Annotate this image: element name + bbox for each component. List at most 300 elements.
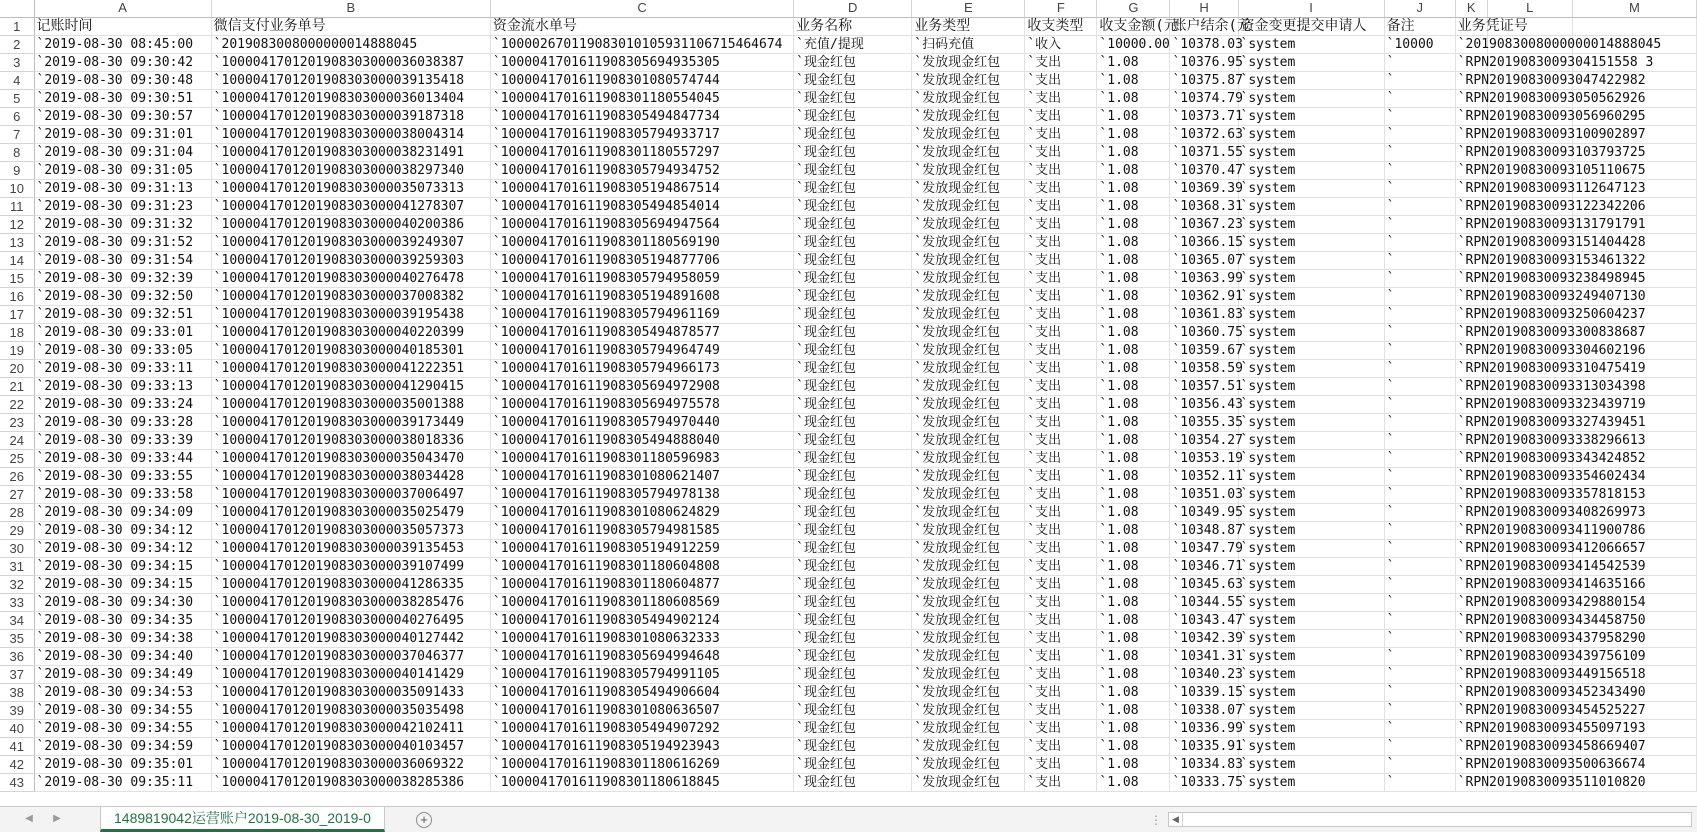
column-header-e[interactable]: E: [912, 0, 1025, 17]
cell[interactable]: `10367.23: [1170, 215, 1238, 233]
cell[interactable]: `system: [1238, 179, 1384, 197]
cell[interactable]: `system: [1238, 71, 1384, 89]
cell[interactable]: `现金红包: [794, 233, 912, 251]
cell[interactable]: `10372.63: [1170, 125, 1238, 143]
cell[interactable]: `现金红包: [794, 89, 912, 107]
cell[interactable]: `1000041701611908301080624829: [490, 503, 793, 521]
row-number[interactable]: 11: [0, 197, 34, 215]
cell[interactable]: `支出: [1025, 503, 1097, 521]
cell[interactable]: `现金红包: [794, 503, 912, 521]
row-number[interactable]: 21: [0, 377, 34, 395]
cell[interactable]: `1000041701611908301180569190: [490, 233, 793, 251]
row-number[interactable]: 24: [0, 431, 34, 449]
cell[interactable]: `: [1384, 539, 1455, 557]
cell[interactable]: `RPN20190830093452343490: [1455, 683, 1487, 701]
cell[interactable]: `10363.99: [1170, 269, 1238, 287]
cell[interactable]: `1000041701611908305794970440: [490, 413, 793, 431]
cell[interactable]: `1000041701201908303000038285386: [211, 773, 490, 791]
row-number[interactable]: 20: [0, 359, 34, 377]
cell[interactable]: `支出: [1025, 89, 1097, 107]
cell[interactable]: `10357.51: [1170, 377, 1238, 395]
row-number[interactable]: 41: [0, 737, 34, 755]
cell[interactable]: `1000041701611908305794933717: [490, 125, 793, 143]
cell[interactable]: `2019-08-30 09:34:55: [34, 701, 211, 719]
cell[interactable]: `现金红包: [794, 287, 912, 305]
row-number[interactable]: 19: [0, 341, 34, 359]
cell[interactable]: `发放现金红包: [912, 503, 1025, 521]
cell[interactable]: `1000041701201908303000040103457: [211, 737, 490, 755]
cell[interactable]: `1.08: [1097, 701, 1170, 719]
cell[interactable]: `RPN20190830093414542539: [1455, 557, 1487, 575]
cell[interactable]: `1000041701611908305794934752: [490, 161, 793, 179]
cell[interactable]: `1000041701201908303000037046377: [211, 647, 490, 665]
cell[interactable]: `2019-08-30 09:34:53: [34, 683, 211, 701]
cell[interactable]: `: [1384, 215, 1455, 233]
cell[interactable]: `发放现金红包: [912, 683, 1025, 701]
cell[interactable]: `1000041701611908301080621407: [490, 467, 793, 485]
cell[interactable]: `system: [1238, 521, 1384, 539]
cell[interactable]: `现金红包: [794, 521, 912, 539]
cell[interactable]: `: [1384, 161, 1455, 179]
cell[interactable]: `system: [1238, 269, 1384, 287]
cell[interactable]: `支出: [1025, 323, 1097, 341]
cell[interactable]: `1000041701611908305694994648: [490, 647, 793, 665]
cell[interactable]: `支出: [1025, 71, 1097, 89]
cell[interactable]: `发放现金红包: [912, 431, 1025, 449]
cell[interactable]: `: [1384, 773, 1455, 791]
cell[interactable]: `1000041701201908303000040141429: [211, 665, 490, 683]
cell[interactable]: `10338.07: [1170, 701, 1238, 719]
cell[interactable]: `1000041701201908303000038034428: [211, 467, 490, 485]
row-number[interactable]: 42: [0, 755, 34, 773]
cell[interactable]: [1572, 17, 1696, 35]
cell[interactable]: `支出: [1025, 143, 1097, 161]
cell[interactable]: `发放现金红包: [912, 593, 1025, 611]
cell[interactable]: `1000041701201908303000038297340: [211, 161, 490, 179]
cell[interactable]: `支出: [1025, 179, 1097, 197]
cell[interactable]: `RPN20190830093449156518: [1455, 665, 1487, 683]
row-number[interactable]: 30: [0, 539, 34, 557]
cell[interactable]: `1.08: [1097, 773, 1170, 791]
cell[interactable]: `system: [1238, 611, 1384, 629]
cell[interactable]: `2019-08-30 09:33:13: [34, 377, 211, 395]
cell[interactable]: `1000041701611908305694947564: [490, 215, 793, 233]
cell[interactable]: `现金红包: [794, 647, 912, 665]
cell[interactable]: `发放现金红包: [912, 89, 1025, 107]
cell[interactable]: `现金红包: [794, 629, 912, 647]
cell[interactable]: `1000041701611908301080636507: [490, 701, 793, 719]
cell[interactable]: `发放现金红包: [912, 143, 1025, 161]
cell[interactable]: `RPN20190830093300838687: [1455, 323, 1487, 341]
cell[interactable]: `1.08: [1097, 503, 1170, 521]
cell[interactable]: `1000041701611908305694972908: [490, 377, 793, 395]
cell[interactable]: `支出: [1025, 449, 1097, 467]
cell[interactable]: `1000041701201908303000039195438: [211, 305, 490, 323]
cell[interactable]: `现金红包: [794, 377, 912, 395]
cell[interactable]: `1000041701201908303000040127442: [211, 629, 490, 647]
cell[interactable]: `system: [1238, 161, 1384, 179]
cell[interactable]: `RPN20190830093238498945: [1455, 269, 1487, 287]
cell[interactable]: 备注: [1384, 17, 1455, 35]
cell[interactable]: `RPN20190830093103793725: [1455, 143, 1487, 161]
cell[interactable]: `RPN20190830093249407130: [1455, 287, 1487, 305]
column-header-h[interactable]: H: [1170, 0, 1238, 17]
cell[interactable]: `10371.55: [1170, 143, 1238, 161]
cell[interactable]: `2019-08-30 09:33:28: [34, 413, 211, 431]
cell[interactable]: `1000041701611908301180618845: [490, 773, 793, 791]
row-number[interactable]: 40: [0, 719, 34, 737]
cell[interactable]: `1.08: [1097, 683, 1170, 701]
cell[interactable]: `1000041701611908301180604877: [490, 575, 793, 593]
cell[interactable]: `1000041701201908303000040276495: [211, 611, 490, 629]
cell[interactable]: `RPN20190830093511010820: [1455, 773, 1487, 791]
cell[interactable]: 业务类型: [912, 17, 1025, 35]
cell[interactable]: `RPN20190830093354602434: [1455, 467, 1487, 485]
cell[interactable]: 业务名称: [794, 17, 912, 35]
cell[interactable]: `2019-08-30 09:31:01: [34, 125, 211, 143]
cell[interactable]: `2019-08-30 08:45:00: [34, 35, 211, 53]
cell[interactable]: `1.08: [1097, 629, 1170, 647]
prev-sheet-icon[interactable]: ◀: [25, 813, 33, 824]
cell[interactable]: `2019-08-30 09:31:04: [34, 143, 211, 161]
cell[interactable]: `现金红包: [794, 251, 912, 269]
cell[interactable]: `system: [1238, 143, 1384, 161]
cell[interactable]: `现金红包: [794, 431, 912, 449]
cell[interactable]: `1000041701201908303000036013404: [211, 89, 490, 107]
row-number[interactable]: 16: [0, 287, 34, 305]
cell[interactable]: `: [1384, 611, 1455, 629]
cell[interactable]: `发放现金红包: [912, 755, 1025, 773]
cell[interactable]: `1000041701611908305794961169: [490, 305, 793, 323]
cell[interactable]: `发放现金红包: [912, 197, 1025, 215]
cell[interactable]: `RPN20190830093151404428: [1455, 233, 1487, 251]
cell[interactable]: 账户结余(元: [1170, 17, 1238, 35]
cell[interactable]: `1000041701201908303000037008382: [211, 287, 490, 305]
cell[interactable]: `system: [1238, 215, 1384, 233]
cell[interactable]: `支出: [1025, 629, 1097, 647]
cell[interactable]: `1.08: [1097, 107, 1170, 125]
cell[interactable]: `发放现金红包: [912, 665, 1025, 683]
row-number[interactable]: 26: [0, 467, 34, 485]
cell[interactable]: `RPN20190830093122342206: [1455, 197, 1487, 215]
cell[interactable]: `支出: [1025, 107, 1097, 125]
cell[interactable]: `1000041701201908303000039249307: [211, 233, 490, 251]
cell[interactable]: `1.08: [1097, 269, 1170, 287]
row-number[interactable]: 28: [0, 503, 34, 521]
cell[interactable]: `system: [1238, 719, 1384, 737]
row-number[interactable]: 32: [0, 575, 34, 593]
cell[interactable]: `发放现金红包: [912, 449, 1025, 467]
cell[interactable]: `: [1384, 251, 1455, 269]
cell[interactable]: `1000041701201908303000039187318: [211, 107, 490, 125]
cell[interactable]: `2019-08-30 09:34:49: [34, 665, 211, 683]
cell[interactable]: `10353.19: [1170, 449, 1238, 467]
cell[interactable]: `: [1384, 737, 1455, 755]
cell[interactable]: `system: [1238, 503, 1384, 521]
cell[interactable]: `: [1384, 107, 1455, 125]
row-number[interactable]: 3: [0, 53, 34, 71]
cell[interactable]: `10336.99: [1170, 719, 1238, 737]
column-header-g[interactable]: G: [1097, 0, 1170, 17]
cell[interactable]: `2019-08-30 09:33:58: [34, 485, 211, 503]
cell[interactable]: `2019083008000000014888045: [1455, 35, 1487, 53]
cell[interactable]: 业务凭证号: [1455, 17, 1487, 35]
cell[interactable]: `RPN20190830093100902897: [1455, 125, 1487, 143]
cell[interactable]: `发放现金红包: [912, 647, 1025, 665]
column-header-j[interactable]: J: [1384, 0, 1455, 17]
cell[interactable]: `现金红包: [794, 593, 912, 611]
cell[interactable]: `发放现金红包: [912, 53, 1025, 71]
cell[interactable]: `发放现金红包: [912, 179, 1025, 197]
cell[interactable]: `2019-08-30 09:34:40: [34, 647, 211, 665]
cell[interactable]: `1000041701611908305694975578: [490, 395, 793, 413]
cell[interactable]: `2019-08-30 09:31:13: [34, 179, 211, 197]
cell[interactable]: `system: [1238, 755, 1384, 773]
cell[interactable]: `1000041701201908303000041278307: [211, 197, 490, 215]
cell[interactable]: `: [1384, 89, 1455, 107]
cell[interactable]: `2019-08-30 09:35:11: [34, 773, 211, 791]
cell[interactable]: `1.08: [1097, 305, 1170, 323]
cell[interactable]: `10359.67: [1170, 341, 1238, 359]
cell[interactable]: `充值/提现: [794, 35, 912, 53]
cell[interactable]: `: [1384, 359, 1455, 377]
cell[interactable]: `: [1384, 683, 1455, 701]
scrollbar-thumb[interactable]: [1185, 815, 1685, 824]
cell[interactable]: `现金红包: [794, 71, 912, 89]
cell[interactable]: `2019-08-30 09:31:54: [34, 251, 211, 269]
cell[interactable]: `支出: [1025, 269, 1097, 287]
select-all-corner[interactable]: [0, 0, 34, 17]
cell[interactable]: `100002670119083010105931106715464674: [490, 35, 793, 53]
cell[interactable]: `支出: [1025, 647, 1097, 665]
cell[interactable]: `10335.91: [1170, 737, 1238, 755]
cell[interactable]: `system: [1238, 53, 1384, 71]
cell[interactable]: `收入: [1025, 35, 1097, 53]
cell[interactable]: `2019-08-30 09:31:52: [34, 233, 211, 251]
row-number[interactable]: 18: [0, 323, 34, 341]
cell[interactable]: `发放现金红包: [912, 269, 1025, 287]
cell[interactable]: `system: [1238, 557, 1384, 575]
cell[interactable]: `10370.47: [1170, 161, 1238, 179]
cell[interactable]: `10354.27: [1170, 431, 1238, 449]
cell[interactable]: `1000041701611908305494878577: [490, 323, 793, 341]
cell[interactable]: `system: [1238, 629, 1384, 647]
row-number[interactable]: 8: [0, 143, 34, 161]
cell[interactable]: `system: [1238, 647, 1384, 665]
cell[interactable]: `2019-08-30 09:34:30: [34, 593, 211, 611]
cell[interactable]: `1000041701201908303000035035498: [211, 701, 490, 719]
cell[interactable]: `1000041701611908305794991105: [490, 665, 793, 683]
cell[interactable]: `发放现金红包: [912, 701, 1025, 719]
cell[interactable]: `2019-08-30 09:32:51: [34, 305, 211, 323]
cell[interactable]: `支出: [1025, 287, 1097, 305]
cell[interactable]: `现金红包: [794, 683, 912, 701]
cell[interactable]: `system: [1238, 233, 1384, 251]
cell[interactable]: `: [1384, 647, 1455, 665]
cell[interactable]: `支出: [1025, 377, 1097, 395]
cell[interactable]: `2019-08-30 09:30:42: [34, 53, 211, 71]
cell[interactable]: `1000041701611908305794964749: [490, 341, 793, 359]
cell[interactable]: `1.08: [1097, 665, 1170, 683]
cell[interactable]: `system: [1238, 107, 1384, 125]
cell[interactable]: `1000041701201908303000036038387: [211, 53, 490, 71]
cell[interactable]: `: [1384, 197, 1455, 215]
cell[interactable]: `现金红包: [794, 359, 912, 377]
row-number[interactable]: 7: [0, 125, 34, 143]
cell[interactable]: `现金红包: [794, 269, 912, 287]
row-number[interactable]: 23: [0, 413, 34, 431]
cell[interactable]: `10378.03: [1170, 35, 1238, 53]
cell[interactable]: `1.08: [1097, 359, 1170, 377]
cell[interactable]: `2019-08-30 09:32:39: [34, 269, 211, 287]
cell[interactable]: `现金红包: [794, 773, 912, 791]
cell[interactable]: `支出: [1025, 341, 1097, 359]
cell[interactable]: `system: [1238, 683, 1384, 701]
cell[interactable]: `发放现金红包: [912, 251, 1025, 269]
cell[interactable]: `: [1384, 521, 1455, 539]
cell[interactable]: `10375.87: [1170, 71, 1238, 89]
cell[interactable]: `2019-08-30 09:34:35: [34, 611, 211, 629]
cell[interactable]: 资金变更提交申请人: [1238, 17, 1384, 35]
cell[interactable]: `RPN20190830093357818153: [1455, 485, 1487, 503]
cell[interactable]: `system: [1238, 773, 1384, 791]
cell[interactable]: `2019-08-30 09:34:55: [34, 719, 211, 737]
cell[interactable]: `1000041701611908305794978138: [490, 485, 793, 503]
column-header-b[interactable]: B: [211, 0, 490, 17]
cell[interactable]: `10362.91: [1170, 287, 1238, 305]
cell[interactable]: `支出: [1025, 467, 1097, 485]
cell[interactable]: `10358.59: [1170, 359, 1238, 377]
cell[interactable]: `system: [1238, 89, 1384, 107]
cell[interactable]: `1000041701201908303000036069322: [211, 755, 490, 773]
cell[interactable]: `1.08: [1097, 179, 1170, 197]
cell[interactable]: `现金红包: [794, 719, 912, 737]
cell[interactable]: `RPN20190830093313034398: [1455, 377, 1487, 395]
cell[interactable]: `现金红包: [794, 305, 912, 323]
cell[interactable]: `1000041701611908305494888040: [490, 431, 793, 449]
cell[interactable]: `system: [1238, 539, 1384, 557]
row-number[interactable]: 12: [0, 215, 34, 233]
cell[interactable]: `现金红包: [794, 161, 912, 179]
row-number[interactable]: 4: [0, 71, 34, 89]
cell[interactable]: `发放现金红包: [912, 287, 1025, 305]
cell[interactable]: `system: [1238, 359, 1384, 377]
cell[interactable]: `1000041701611908305194923943: [490, 737, 793, 755]
cell[interactable]: `1000041701611908305794958059: [490, 269, 793, 287]
cell[interactable]: `1000041701611908301180596983: [490, 449, 793, 467]
cell[interactable]: `发放现金红包: [912, 611, 1025, 629]
cell[interactable]: `1000041701611908301080632333: [490, 629, 793, 647]
cell[interactable]: `支出: [1025, 521, 1097, 539]
cell[interactable]: `1.08: [1097, 233, 1170, 251]
cell[interactable]: `现金红包: [794, 107, 912, 125]
row-number[interactable]: 13: [0, 233, 34, 251]
cell[interactable]: `RPN20190830093338296613: [1455, 431, 1487, 449]
cell[interactable]: `支出: [1025, 593, 1097, 611]
cell[interactable]: `10341.31: [1170, 647, 1238, 665]
cell[interactable]: `现金红包: [794, 611, 912, 629]
cell[interactable]: `: [1384, 341, 1455, 359]
cell[interactable]: `发放现金红包: [912, 773, 1025, 791]
cell[interactable]: `发放现金红包: [912, 125, 1025, 143]
cell[interactable]: `发放现金红包: [912, 305, 1025, 323]
cell[interactable]: `1.08: [1097, 287, 1170, 305]
cell[interactable]: `RPN20190830093434458750: [1455, 611, 1487, 629]
cell[interactable]: `现金红包: [794, 701, 912, 719]
cell[interactable]: `system: [1238, 593, 1384, 611]
cell[interactable]: `现金红包: [794, 557, 912, 575]
cell[interactable]: `支出: [1025, 233, 1097, 251]
row-number[interactable]: 2: [0, 35, 34, 53]
cell[interactable]: `2019-08-30 09:34:09: [34, 503, 211, 521]
cell[interactable]: `支出: [1025, 575, 1097, 593]
cell[interactable]: `RPN20190830093455097193: [1455, 719, 1487, 737]
row-number[interactable]: 1: [0, 17, 34, 35]
cell[interactable]: `1000041701611908305194891608: [490, 287, 793, 305]
cell[interactable]: `: [1384, 467, 1455, 485]
cell[interactable]: `2019-08-30 09:33:24: [34, 395, 211, 413]
cell[interactable]: `现金红包: [794, 665, 912, 683]
cell[interactable]: `RPN20190830093112647123: [1455, 179, 1487, 197]
cell[interactable]: `10368.31: [1170, 197, 1238, 215]
cell[interactable]: `发放现金红包: [912, 485, 1025, 503]
cell[interactable]: `发放现金红包: [912, 737, 1025, 755]
cell[interactable]: `现金红包: [794, 215, 912, 233]
cell[interactable]: `发放现金红包: [912, 539, 1025, 557]
cell[interactable]: `system: [1238, 467, 1384, 485]
cell[interactable]: `2019-08-30 09:34:12: [34, 521, 211, 539]
cell[interactable]: `1.08: [1097, 575, 1170, 593]
cell[interactable]: `10369.39: [1170, 179, 1238, 197]
cell[interactable]: `发放现金红包: [912, 395, 1025, 413]
cell[interactable]: `1000041701611908305194867514: [490, 179, 793, 197]
cell[interactable]: `1000041701201908303000039135418: [211, 71, 490, 89]
cell[interactable]: `现金红包: [794, 179, 912, 197]
cell[interactable]: `10340.23: [1170, 665, 1238, 683]
cell[interactable]: `发放现金红包: [912, 107, 1025, 125]
cell[interactable]: `2019-08-30 09:33:11: [34, 359, 211, 377]
cell[interactable]: `system: [1238, 323, 1384, 341]
cell[interactable]: `现金红包: [794, 53, 912, 71]
cell[interactable]: `10000: [1384, 35, 1455, 53]
cell[interactable]: `10366.15: [1170, 233, 1238, 251]
cell[interactable]: `2019-08-30 09:34:15: [34, 557, 211, 575]
cell[interactable]: `1.08: [1097, 521, 1170, 539]
cell[interactable]: `2019-08-30 09:31:23: [34, 197, 211, 215]
cell[interactable]: `1000041701611908301180616269: [490, 755, 793, 773]
cell[interactable]: `: [1384, 755, 1455, 773]
cell[interactable]: `支出: [1025, 305, 1097, 323]
cell[interactable]: `现金红包: [794, 575, 912, 593]
cell[interactable]: `支出: [1025, 431, 1097, 449]
cell[interactable]: `system: [1238, 125, 1384, 143]
cell[interactable]: `1.08: [1097, 467, 1170, 485]
cell[interactable]: `: [1384, 305, 1455, 323]
column-header-f[interactable]: F: [1025, 0, 1097, 17]
cell[interactable]: `2019-08-30 09:33:39: [34, 431, 211, 449]
cell[interactable]: `发放现金红包: [912, 341, 1025, 359]
cell[interactable]: `1000041701611908305794966173: [490, 359, 793, 377]
cell[interactable]: `2019-08-30 09:31:05: [34, 161, 211, 179]
cell[interactable]: `system: [1238, 431, 1384, 449]
row-number[interactable]: 36: [0, 647, 34, 665]
cell[interactable]: `RPN20190830093437958290: [1455, 629, 1487, 647]
cell[interactable]: `: [1384, 701, 1455, 719]
cell[interactable]: `1.08: [1097, 413, 1170, 431]
cell[interactable]: `2019-08-30 09:34:15: [34, 575, 211, 593]
cell[interactable]: `2019-08-30 09:34:12: [34, 539, 211, 557]
row-number[interactable]: 39: [0, 701, 34, 719]
